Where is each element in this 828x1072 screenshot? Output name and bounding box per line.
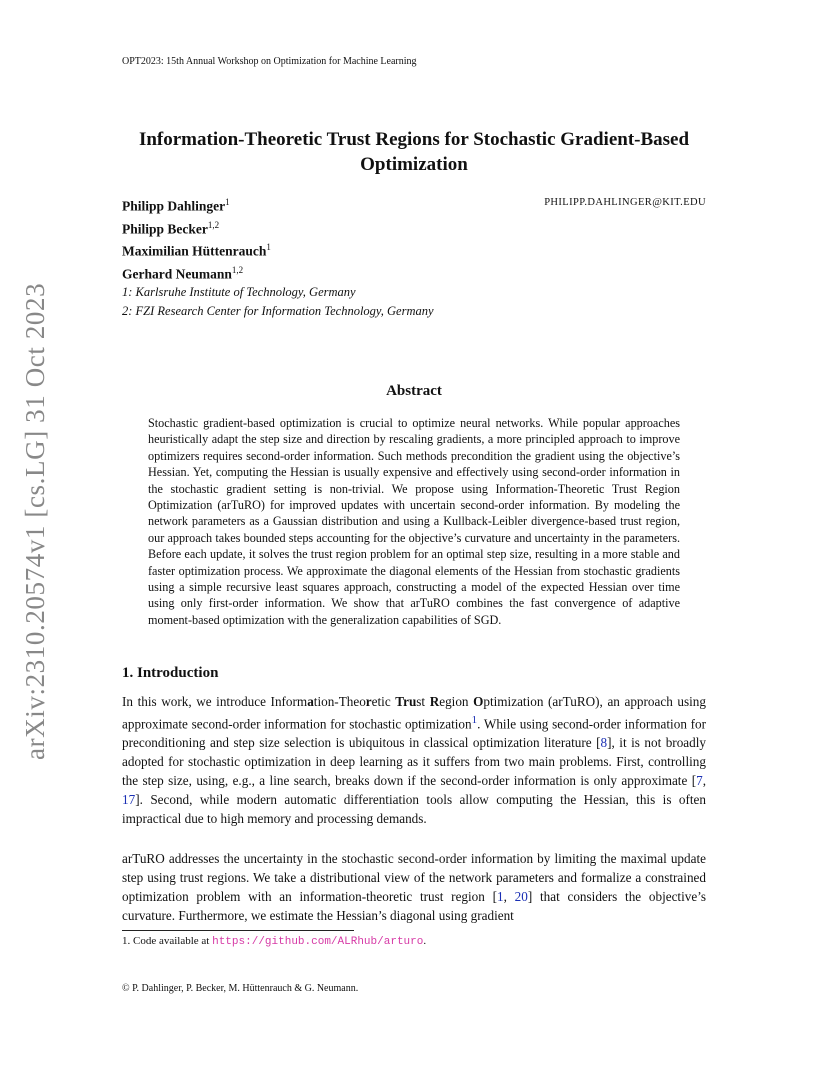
citation-link[interactable]: 1 xyxy=(497,889,504,904)
citation-link[interactable]: 20 xyxy=(514,889,528,904)
author-4: Gerhard Neumann$^{1,2}$ xyxy=(122,264,244,281)
citation-link[interactable]: 8 xyxy=(600,735,608,751)
intro-paragraph-2: arTuRO addresses the uncertainty in the stochastic second-order information by limiting the maximal update step using trust regions. We take a distributional view of the network parameters and formalize a constrained optimization problem with an information-theoretic trust region [1, 20] that considers the objective’s curvature. Furthermore, we estimate the Hessian’s diagonal using gradient xyxy=(122,851,707,923)
author-block xyxy=(122,193,434,321)
affiliation-2: 2: FZI Research Center for Information Technology, Germany xyxy=(122,304,434,318)
footnote: 1. Code available at https://github.com/ALRhub/arturo. xyxy=(122,935,427,948)
intro-paragraph-1: In this work, we introduce Information-Theoretic Trust Region Optimization (arTuRO), an approach using approximate second-order information for stochastic optimization$^1$. While using second-order information for preconditioning and step size selection is ubiquitous in classical optimization literature [8], it is not broadly adopted for stochastic optimization in deep learning as it suffers from two main problems. First, controlling the step size, using, e.g., a line search, breaks down if the second-order information is only approximate [7, 17]. Second, while modern automatic differentiation tools allow computing the Hessian, this is often impractical due to high memory and processing demands. xyxy=(122,694,707,827)
arxiv-stamp: arXiv:2310.20574v1 [cs.LG] 31 Oct 2023 xyxy=(20,282,50,760)
author-1: Philipp Dahlinger$^1$ xyxy=(122,197,230,214)
abstract-heading: Abstract xyxy=(386,383,442,399)
abstract-text: Stochastic gradient-based optimization is crucial to optimize neural networks. While popular approaches heuristically adapt the step size and direction by rescaling gradients, a more principled approach to improve optimizers requires second-order information. Such methods precondition the gradient using the objective’s Hessian. Yet, computing the Hessian is usually expensive and effectively using second-order information in the stochastic gradient setting is non-trivial. We propose using Information-Theoretic Trust Region Optimization (arTuRO) for improved updates with uncertain second-order information. By modeling the network parameters as a Gaussian distribution and using a Kullback-Leibler divergence-based trust region, our approach takes bounded steps accounting for the objective’s curvature and uncertainty in the parameters. Before each update, it solves the trust region problem for an optimal step size, resulting in a more stable and faster optimization process. We approximate the diagonal elements of the Hessian from stochastic gradients using a simple recursive least squares approach, constructing a model of the expected Hessian over time using only first-order information. We show that arTuRO combines the fast convergence of adaptive moment-based optimization with the generalization capabilities of SGD. xyxy=(148,416,680,627)
footnote-marker[interactable]: 1 xyxy=(471,714,478,726)
citation-link[interactable]: 7 xyxy=(696,773,703,789)
running-header: OPT2023: 15th Annual Workshop on Optimization for Machine Learning xyxy=(122,56,417,67)
section-heading-introduction: 1. Introduction xyxy=(122,665,219,681)
footnote-rule xyxy=(122,930,354,931)
affiliation-1: 1: Karlsruhe Institute of Technology, Germany xyxy=(122,285,356,299)
code-url-link[interactable]: https://github.com/ALRhub/arturo xyxy=(212,936,424,948)
citation-link[interactable]: 17 xyxy=(122,792,136,808)
author-3: Maximilian Hüttenrauch$^1$ xyxy=(122,242,271,259)
author-email: PHILIPP.DAHLINGER@KIT.EDU xyxy=(544,197,706,208)
copyright-notice: © P. Dahlinger, P. Becker, M. Hüttenrauch & G. Neumann. xyxy=(122,983,359,994)
author-2: Philipp Becker$^{1,2}$ xyxy=(122,219,220,236)
paper-title: Information-Theoretic Trust Regions for Stochastic Gradient-Based Optimization xyxy=(138,129,690,175)
